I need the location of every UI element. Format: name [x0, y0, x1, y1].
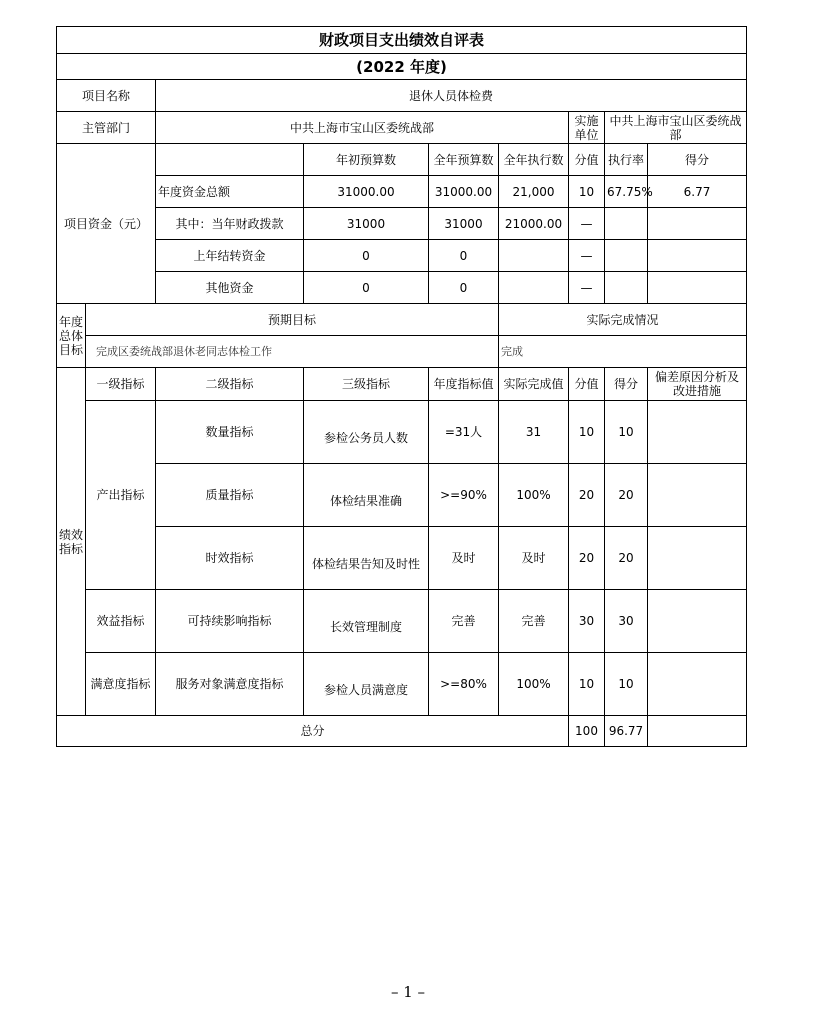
- funds-header-blank: [156, 144, 304, 176]
- performance-self-evaluation-table: [56, 26, 747, 747]
- ind-header-level1: 一级指标: [86, 368, 156, 401]
- funds-row-points: —: [569, 272, 605, 304]
- ind-header-target: 年度指标值: [429, 368, 499, 401]
- ind-level1-output: 产出指标: [86, 401, 156, 590]
- ind-target: >=80%: [429, 653, 499, 716]
- ind-target: =31人: [429, 401, 499, 464]
- total-points: 100: [569, 716, 605, 747]
- ind-actual: 及时: [499, 527, 569, 590]
- ind-target: >=90%: [429, 464, 499, 527]
- dept-label: 主管部门: [57, 112, 156, 144]
- funds-row-score: [648, 208, 747, 240]
- ind-reason: [648, 590, 747, 653]
- dept-value: 中共上海市宝山区委统战部: [156, 112, 569, 144]
- funds-header-annual: 全年预算数: [429, 144, 499, 176]
- ind-points: 10: [569, 653, 605, 716]
- funds-row-annual: 0: [429, 240, 499, 272]
- ind-actual: 完善: [499, 590, 569, 653]
- funds-row-name: 其他资金: [156, 272, 304, 304]
- annual-goal-label: 年度总体目标: [57, 304, 86, 368]
- total-blank: [648, 716, 747, 747]
- impl-unit-value: 中共上海市宝山区委统战部: [605, 112, 747, 144]
- funds-row-annual: 31000.00: [429, 176, 499, 208]
- ind-points: 30: [569, 590, 605, 653]
- funds-label: 项目资金（元）: [57, 144, 156, 304]
- ind-header-level3: 三级指标: [304, 368, 429, 401]
- project-name-label: 项目名称: [57, 80, 156, 112]
- ind-level3: 体检结果准确: [304, 464, 429, 527]
- ind-header-score: 得分: [605, 368, 648, 401]
- ind-level2: 时效指标: [156, 527, 304, 590]
- ind-header-actual: 实际完成值: [499, 368, 569, 401]
- funds-header-score: 得分: [648, 144, 747, 176]
- funds-row-initial: 31000.00: [304, 176, 429, 208]
- funds-row-exec: 21,000: [499, 176, 569, 208]
- ind-score: 20: [605, 464, 648, 527]
- funds-row-initial: 0: [304, 240, 429, 272]
- funds-row-score: [648, 240, 747, 272]
- funds-header-exec: 全年执行数: [499, 144, 569, 176]
- ind-actual: 31: [499, 401, 569, 464]
- funds-row-rate: [605, 240, 648, 272]
- ind-reason: [648, 653, 747, 716]
- ind-level1-satisfaction: 满意度指标: [86, 653, 156, 716]
- ind-reason: [648, 527, 747, 590]
- table-title: 财政项目支出绩效自评表: [57, 27, 747, 54]
- funds-row-annual: 0: [429, 272, 499, 304]
- ind-level2: 数量指标: [156, 401, 304, 464]
- funds-row-initial: 31000: [304, 208, 429, 240]
- ind-score: 20: [605, 527, 648, 590]
- ind-reason: [648, 464, 747, 527]
- ind-score: 30: [605, 590, 648, 653]
- funds-row-exec: [499, 272, 569, 304]
- ind-points: 10: [569, 401, 605, 464]
- funds-row-exec: [499, 240, 569, 272]
- expected-goal-header: 预期目标: [86, 304, 499, 336]
- total-label: 总分: [57, 716, 569, 747]
- ind-target: 及时: [429, 527, 499, 590]
- funds-row-initial: 0: [304, 272, 429, 304]
- total-score: 96.77: [605, 716, 648, 747]
- funds-row-score: 6.77: [648, 176, 747, 208]
- funds-row-points: —: [569, 240, 605, 272]
- table-year: (2022 年度): [57, 54, 747, 80]
- funds-row-name: 年度资金总额: [156, 176, 304, 208]
- ind-header-points: 分值: [569, 368, 605, 401]
- funds-row-rate: [605, 208, 648, 240]
- ind-level3: 长效管理制度: [304, 590, 429, 653]
- ind-score: 10: [605, 653, 648, 716]
- page-number: – 1 –: [390, 983, 426, 1001]
- ind-actual: 100%: [499, 464, 569, 527]
- ind-level3: 体检结果告知及时性: [304, 527, 429, 590]
- ind-level2: 服务对象满意度指标: [156, 653, 304, 716]
- actual-status-text: 完成: [499, 336, 747, 368]
- funds-row-name: 其中：当年财政拨款: [156, 208, 304, 240]
- funds-header-points: 分值: [569, 144, 605, 176]
- funds-row-rate: 67.75%: [605, 176, 648, 208]
- funds-row-points: —: [569, 208, 605, 240]
- ind-reason: [648, 401, 747, 464]
- ind-header-reason: 偏差原因分析及改进措施: [648, 368, 747, 401]
- expected-goal-text: 完成区委统战部退休老同志体检工作: [86, 336, 499, 368]
- ind-level2: 可持续影响指标: [156, 590, 304, 653]
- ind-points: 20: [569, 527, 605, 590]
- funds-row-points: 10: [569, 176, 605, 208]
- actual-status-header: 实际完成情况: [499, 304, 747, 336]
- ind-target: 完善: [429, 590, 499, 653]
- impl-unit-label: 实施单位: [569, 112, 605, 144]
- project-name-value: 退休人员体检费: [156, 80, 747, 112]
- ind-header-level2: 二级指标: [156, 368, 304, 401]
- funds-row-exec: 21000.00: [499, 208, 569, 240]
- ind-level2: 质量指标: [156, 464, 304, 527]
- ind-points: 20: [569, 464, 605, 527]
- ind-level3: 参检公务员人数: [304, 401, 429, 464]
- funds-row-annual: 31000: [429, 208, 499, 240]
- funds-row-rate: [605, 272, 648, 304]
- indicators-label: 绩效指标: [57, 368, 86, 716]
- funds-row-name: 上年结转资金: [156, 240, 304, 272]
- funds-header-initial: 年初预算数: [304, 144, 429, 176]
- ind-score: 10: [605, 401, 648, 464]
- ind-level1-benefit: 效益指标: [86, 590, 156, 653]
- ind-level3: 参检人员满意度: [304, 653, 429, 716]
- funds-row-score: [648, 272, 747, 304]
- funds-header-rate: 执行率: [605, 144, 648, 176]
- ind-actual: 100%: [499, 653, 569, 716]
